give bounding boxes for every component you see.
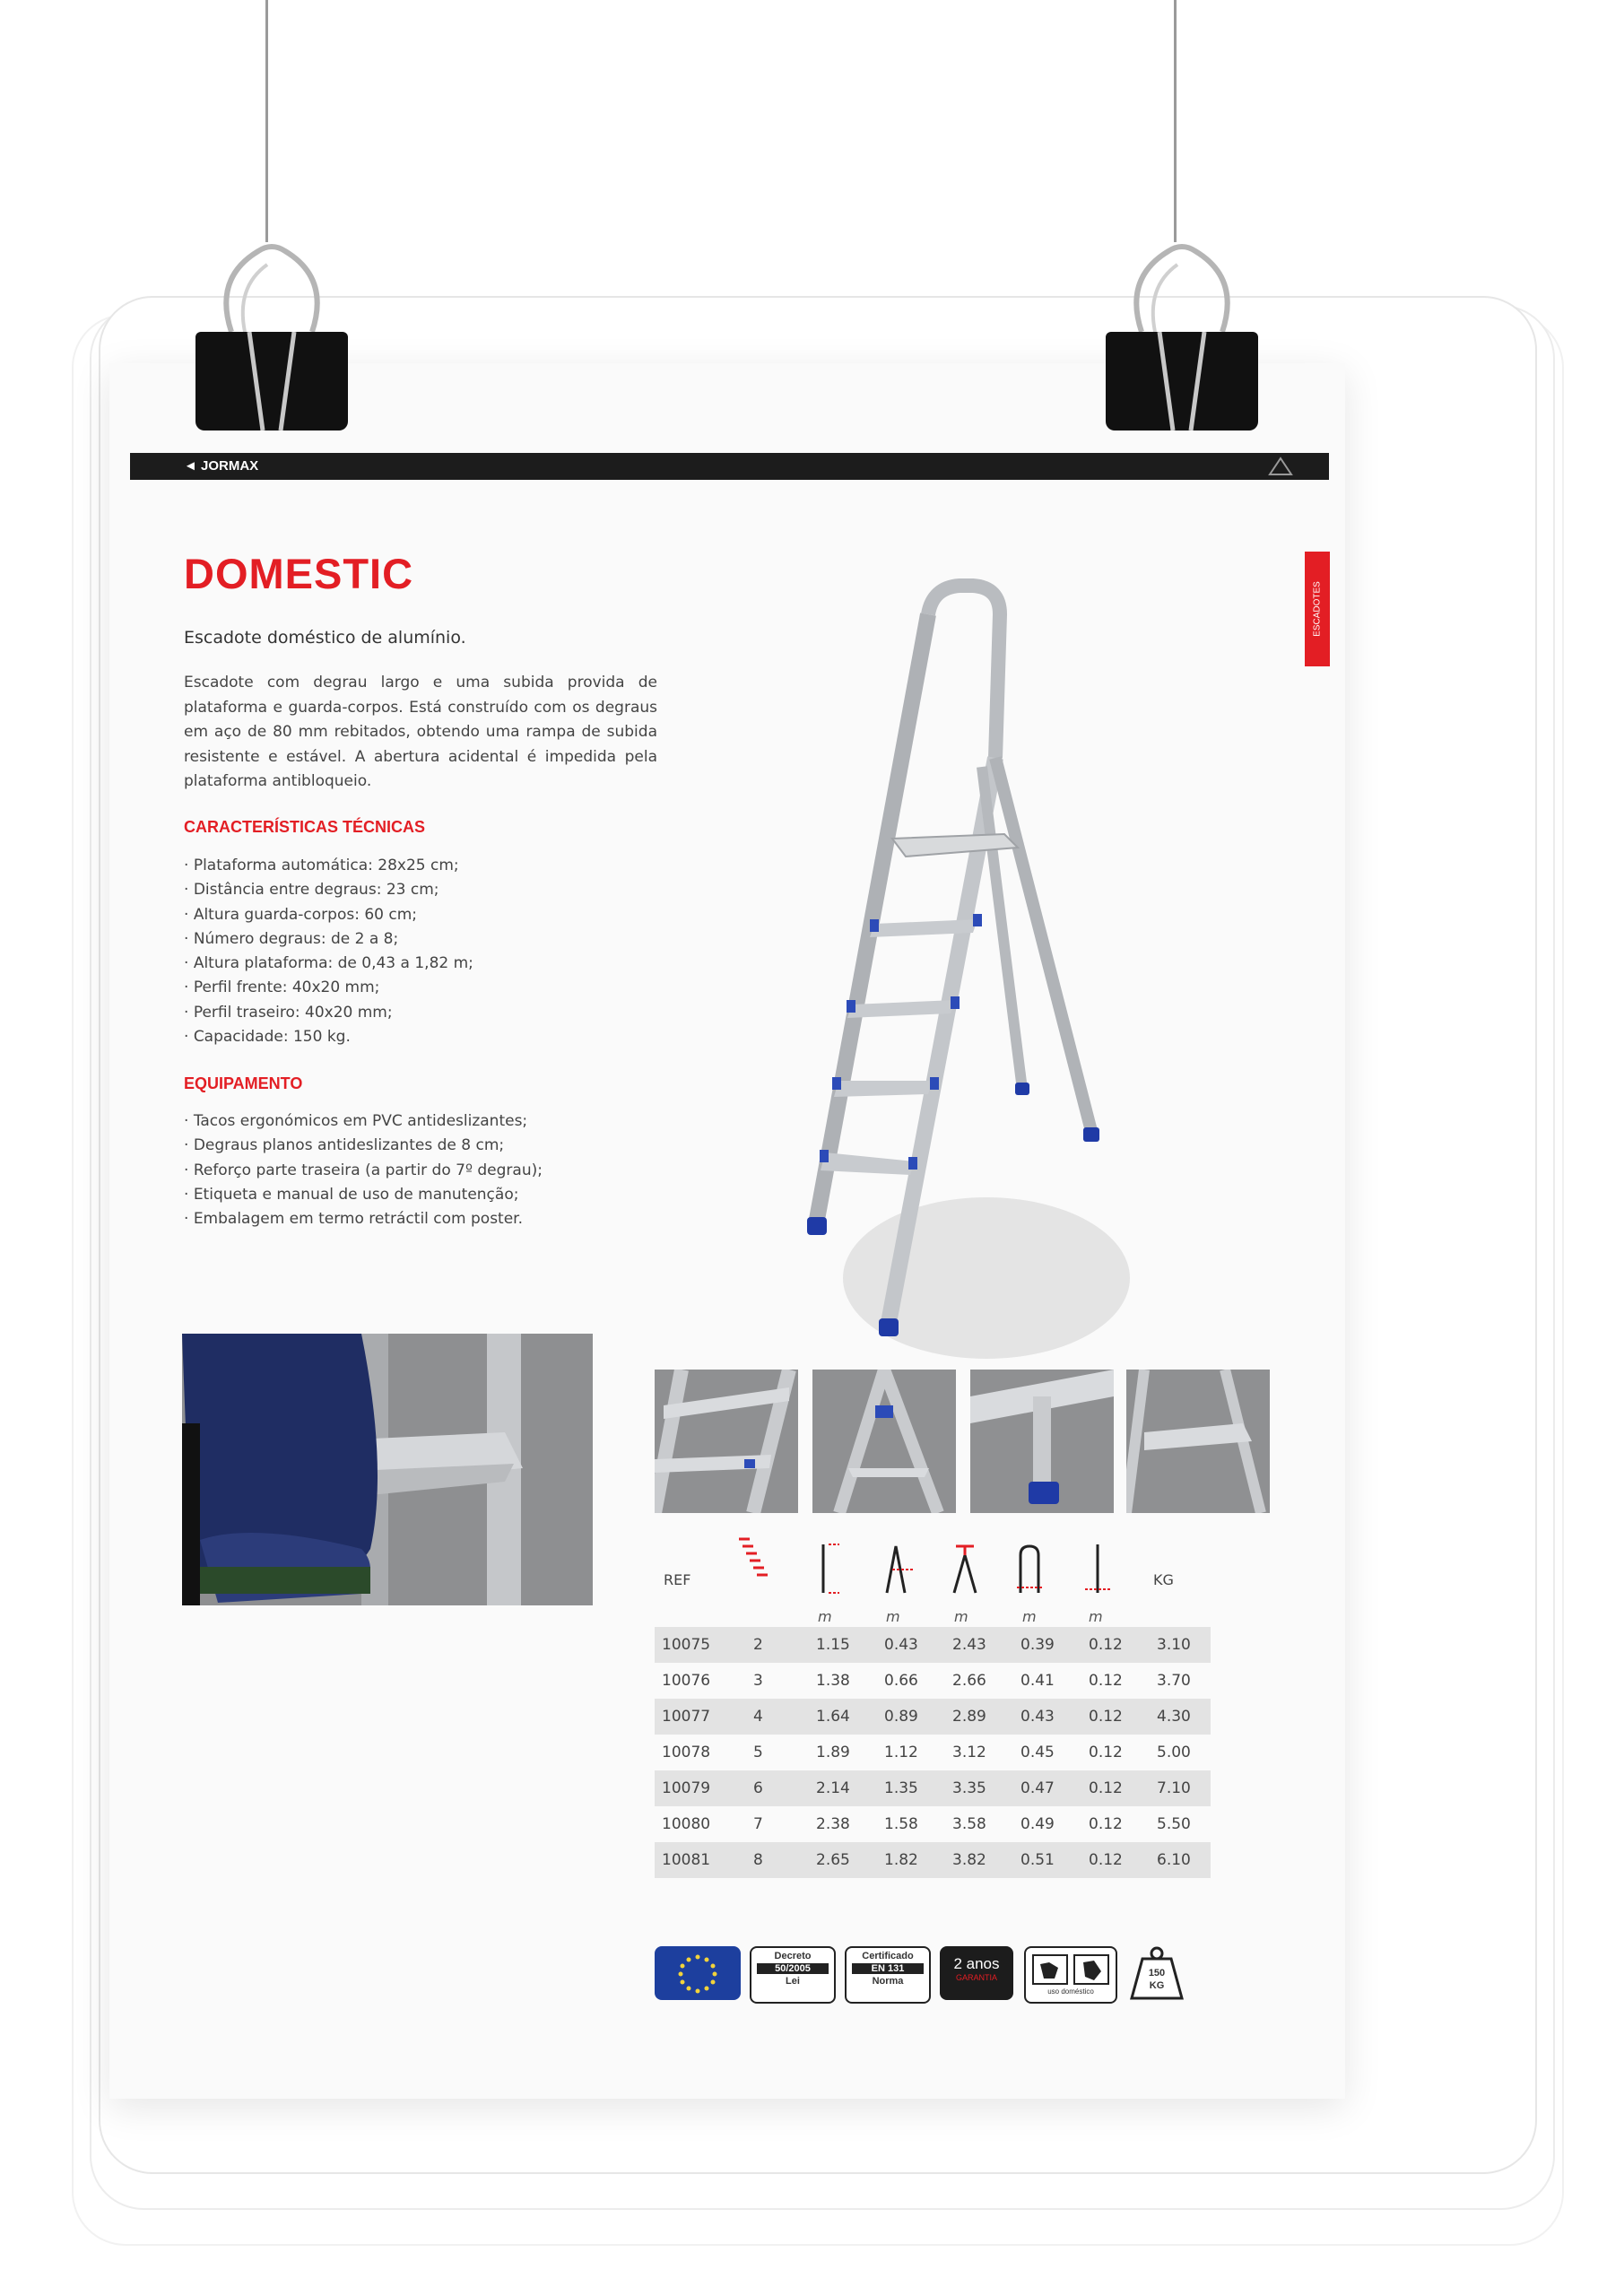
table-cell: 2.14	[816, 1770, 884, 1806]
list-item: · Capacidade: 150 kg.	[184, 1025, 473, 1049]
list-item: · Altura plataforma: de 0,43 a 1,82 m;	[184, 952, 473, 976]
list-item: · Reforço parte traseira (a partir do 7º degrau);	[184, 1159, 543, 1183]
specs-list	[184, 854, 473, 1049]
table-cell: 5.50	[1157, 1815, 1191, 1833]
table-cell: 1.15	[816, 1627, 884, 1663]
binder-clip-icon	[1106, 233, 1258, 430]
unit-label: m	[1089, 1608, 1103, 1625]
table-cell: 0.51	[1020, 1842, 1089, 1878]
list-item: · Plataforma automática: 28x25 cm;	[184, 854, 473, 878]
max-load-badge: 150 KG	[1123, 1946, 1191, 2000]
list-item: · Distância entre degraus: 23 cm;	[184, 878, 473, 902]
en131-badge: Certificado EN 131 Norma	[845, 1946, 931, 2004]
table-cell: 0.45	[1020, 1744, 1055, 1761]
product-subtitle: Escadote doméstico de alumínio.	[184, 628, 466, 648]
table-cell: 3.70	[1157, 1672, 1191, 1690]
table-cell: 5	[753, 1744, 763, 1761]
table-cell: 3.12	[952, 1744, 986, 1761]
table-cell: 1.12	[884, 1744, 918, 1761]
list-item: · Degraus planos antideslizantes de 8 cm;	[184, 1134, 543, 1158]
spec-table	[655, 1627, 1211, 1878]
equipment-list	[184, 1109, 543, 1231]
list-item: · Número degraus: de 2 a 8;	[184, 927, 473, 952]
table-cell: 0.39	[1020, 1627, 1089, 1663]
table-cell: 0.12	[1089, 1842, 1157, 1878]
table-row	[655, 1735, 1211, 1770]
table-cell: 2.38	[816, 1815, 850, 1833]
unit-label: m	[818, 1608, 832, 1625]
logo-mark-icon: ◄	[184, 458, 202, 474]
table-cell: 6	[753, 1770, 816, 1806]
table-cell: 10076	[662, 1672, 711, 1690]
table-cell: 0.12	[1089, 1699, 1157, 1735]
table-cell: 10078	[662, 1744, 711, 1761]
list-item: · Altura guarda-corpos: 60 cm;	[184, 903, 473, 927]
hanging-wire	[1174, 0, 1177, 242]
table-cell: 0.49	[1020, 1815, 1055, 1833]
list-item: · Perfil frente: 40x20 mm;	[184, 976, 473, 1000]
hanging-wire	[265, 0, 268, 242]
thumbnail-steps	[655, 1370, 798, 1513]
specs-heading: CARACTERÍSTICAS TÉCNICAS	[184, 818, 426, 836]
table-cell: 0.12	[1089, 1815, 1123, 1833]
brand-logo: ◄ JORMAX	[184, 458, 259, 474]
table-cell: 2.66	[952, 1672, 986, 1690]
table-row	[655, 1663, 1211, 1699]
table-cell: 0.47	[1020, 1770, 1089, 1806]
table-cell: 2.65	[816, 1842, 884, 1878]
table-cell: 0.43	[884, 1627, 952, 1663]
decreto-badge: Decreto 50/2005 Lei	[750, 1946, 836, 2004]
table-cell: 10077	[655, 1699, 753, 1735]
table-cell: 2.43	[952, 1627, 1020, 1663]
table-cell: 0.43	[1020, 1699, 1089, 1735]
table-cell: 10080	[662, 1815, 711, 1833]
table-cell: 10075	[655, 1627, 753, 1663]
list-item: · Embalagem em termo retráctil com poster.	[184, 1207, 543, 1231]
certification-badges	[655, 1946, 1193, 2009]
unit-label: m	[886, 1608, 900, 1625]
ladder-height-icon	[818, 1543, 843, 1596]
table-header-ref: REF	[664, 1571, 691, 1588]
table-cell: 0.12	[1089, 1672, 1123, 1690]
section-tab: ESCADOTES	[1305, 552, 1330, 666]
list-item: · Etiqueta e manual de uso de manutenção;	[184, 1183, 543, 1207]
detail-photo-foot-on-step	[182, 1334, 593, 1605]
table-cell: 1.35	[884, 1770, 952, 1806]
table-cell: 10079	[655, 1770, 753, 1806]
list-item: · Tacos ergonómicos em PVC antideslizantes;	[184, 1109, 543, 1134]
table-row	[655, 1699, 1211, 1735]
table-cell: 5.00	[1157, 1744, 1191, 1761]
table-row	[655, 1806, 1211, 1842]
list-item: · Perfil traseiro: 40x20 mm;	[184, 1001, 473, 1025]
unit-label: m	[954, 1608, 968, 1625]
open-width-icon	[1015, 1543, 1046, 1596]
unit-label: m	[1022, 1608, 1037, 1625]
table-cell: 1.38	[816, 1672, 850, 1690]
thumbnail-foot	[970, 1370, 1114, 1513]
table-cell: 0.89	[884, 1699, 952, 1735]
domestic-use-badge: uso doméstico	[1024, 1946, 1117, 2004]
table-cell: 2.89	[952, 1699, 1020, 1735]
table-cell: 0.12	[1089, 1744, 1123, 1761]
warning-icon	[1268, 457, 1293, 476]
table-row	[655, 1770, 1211, 1806]
table-cell: 6.10	[1157, 1842, 1211, 1878]
table-cell: 2	[753, 1627, 816, 1663]
table-cell: 3.35	[952, 1770, 1020, 1806]
table-cell: 3.58	[952, 1815, 986, 1833]
table-cell: 1.82	[884, 1842, 952, 1878]
domestic-use-icon	[1028, 1952, 1114, 1987]
working-height-icon	[951, 1543, 981, 1596]
eu-flag-icon	[655, 1946, 741, 2000]
table-row	[655, 1842, 1211, 1878]
table-cell: 3	[753, 1672, 763, 1690]
table-cell: 1.58	[884, 1815, 918, 1833]
table-row	[655, 1627, 1211, 1663]
table-cell: 0.12	[1089, 1770, 1157, 1806]
thumbnail-hinge	[812, 1370, 956, 1513]
table-cell: 4.30	[1157, 1699, 1211, 1735]
equipment-heading: EQUIPAMENTO	[184, 1074, 303, 1092]
table-cell: 1.89	[816, 1744, 850, 1761]
table-cell: 0.41	[1020, 1672, 1055, 1690]
platform-height-icon	[883, 1543, 914, 1596]
table-cell: 0.12	[1089, 1627, 1157, 1663]
binder-clip-icon	[195, 233, 348, 430]
table-cell: 4	[753, 1699, 816, 1735]
table-cell: 8	[753, 1842, 816, 1878]
table-cell: 7.10	[1157, 1770, 1211, 1806]
ladder-product-image	[753, 578, 1130, 1368]
folded-depth-icon	[1083, 1543, 1114, 1596]
table-cell: 1.64	[816, 1699, 884, 1735]
warranty-badge: 2 anos GARANTIA	[940, 1946, 1013, 2000]
product-description: Escadote com degrau largo e uma subida provida de plataforma e guarda-corpos. Está construído com os degraus em aço de 80 mm rebitados, obtendo uma rampa de subida resistente e estável. A abertura acidental é impedida pela plataforma antibloqueio.	[184, 674, 657, 790]
product-title: DOMESTIC	[184, 550, 414, 597]
thumbnail-platform	[1126, 1370, 1270, 1513]
table-cell: 7	[753, 1815, 763, 1833]
steps-count-icon	[737, 1535, 768, 1586]
header-bar	[130, 453, 1329, 480]
table-cell: 3.10	[1157, 1627, 1211, 1663]
table-cell: 10081	[655, 1842, 753, 1878]
table-cell: 0.66	[884, 1672, 918, 1690]
table-cell: 3.82	[952, 1842, 1020, 1878]
table-header-kg: KG	[1153, 1571, 1174, 1588]
